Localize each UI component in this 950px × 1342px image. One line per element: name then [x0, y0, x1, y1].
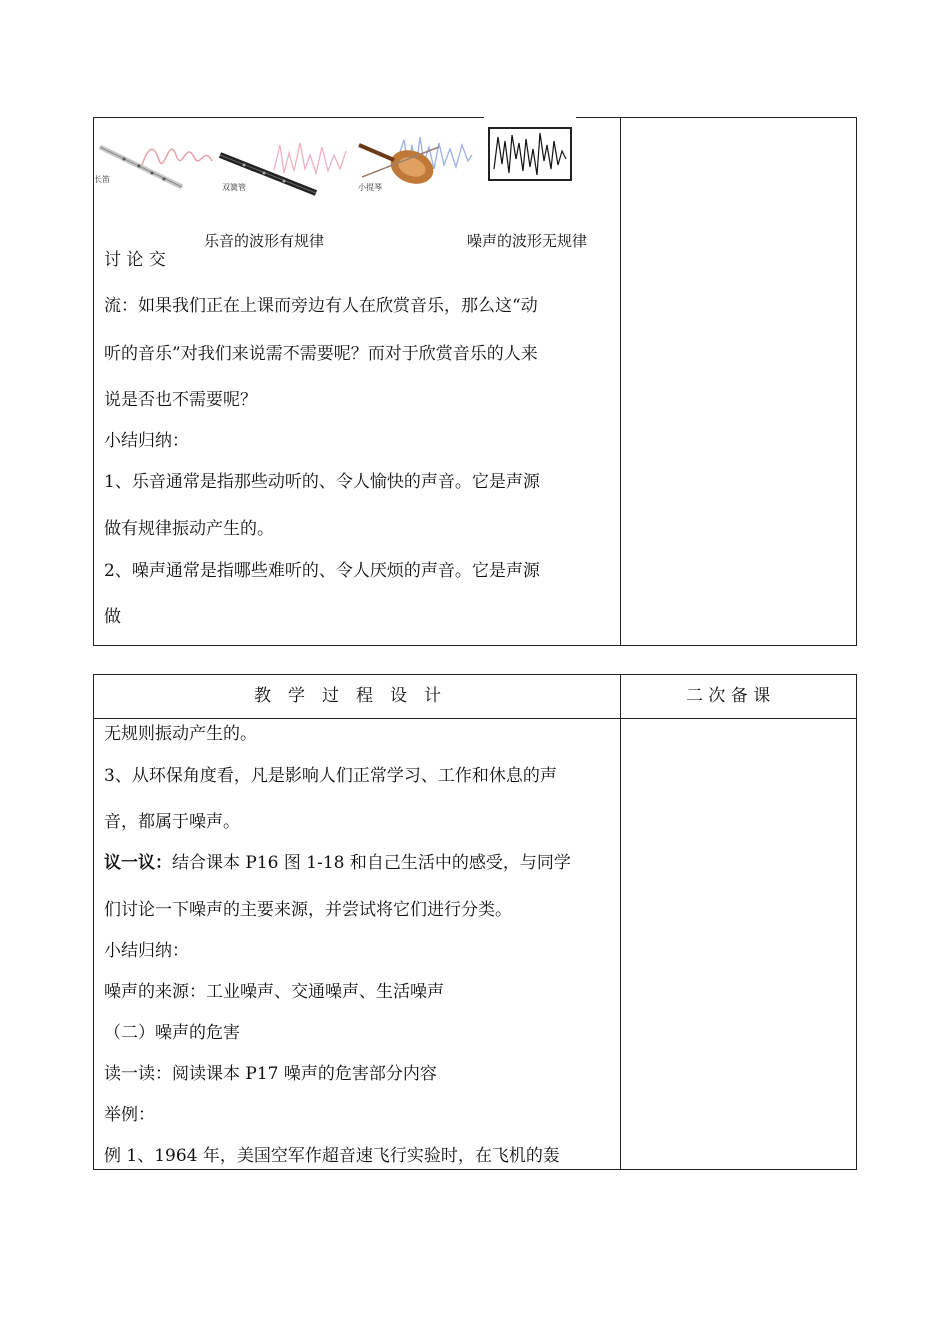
- text-line: 无规则振动产生的。: [104, 724, 257, 744]
- summary-heading: 小结归纳：: [104, 941, 189, 961]
- instrument-label-oboe: 双簧管: [222, 183, 246, 192]
- discuss-label: 议一议：: [104, 853, 172, 873]
- text-line: 做有规律振动产生的。: [104, 519, 274, 539]
- discuss-line: [104, 853, 571, 873]
- flute-icon: [100, 147, 182, 187]
- text-line: 例 1、1964 年，美国空军作超音速飞行实验时，在飞机的轰: [104, 1146, 560, 1166]
- text-line: 3、从环保角度看，凡是影响人们正常学习、工作和休息的声: [104, 766, 557, 786]
- text-line: 们讨论一下噪声的主要来源，并尝试将它们进行分类。: [104, 900, 512, 920]
- text-line: 做: [104, 607, 121, 627]
- discussion-line: 讨 论 交: [104, 250, 166, 270]
- text-line: 说是否也不需要呢？: [104, 390, 257, 410]
- header-teaching-process: 教 学 过 程 设 计: [254, 686, 441, 706]
- section-heading: （二）噪声的危害: [104, 1023, 240, 1043]
- header-divider: [94, 718, 856, 719]
- text-line: 1、乐音通常是指那些动听的、令人愉快的声音。它是声源: [104, 472, 540, 492]
- text-line: 音，都属于噪声。: [104, 812, 240, 832]
- header-second-prep: 二 次 备 课: [686, 686, 771, 706]
- column-divider: [620, 118, 621, 645]
- lesson-table-2: [93, 674, 857, 1170]
- text-line: 2、噪声通常是指哪些难听的、令人厌烦的声音。它是声源: [104, 561, 540, 581]
- flute-wave: [142, 149, 212, 165]
- text-line: 读一读：阅读课本 P17 噪声的危害部分内容: [104, 1064, 437, 1084]
- text-line: 流：如果我们正在上课而旁边有人在欣赏音乐，那么这“动: [104, 296, 538, 316]
- caption-noise-wave: 噪声的波形无规律: [467, 232, 588, 250]
- instrument-label-flute: 长笛: [94, 175, 110, 184]
- summary-heading: 小结归纳：: [104, 431, 189, 451]
- noise-waveform-box: [488, 127, 572, 181]
- text-line: 噪声的来源：工业噪声、交通噪声、生活噪声: [104, 982, 444, 1002]
- column-divider: [620, 675, 621, 1169]
- instrument-label-violin: 小提琴: [358, 183, 382, 192]
- noise-wave: [490, 129, 570, 179]
- text-line: 听的音乐”对我们来说需不需要呢？而对于欣赏音乐的人来: [104, 344, 538, 364]
- discuss-text: 结合课本 P16 图 1-18 和自己生活中的感受，与同学: [172, 853, 571, 873]
- text-line: 举例：: [104, 1105, 155, 1125]
- caption-music-wave: 乐音的波形有规律: [204, 232, 325, 250]
- oboe-wave: [274, 143, 346, 173]
